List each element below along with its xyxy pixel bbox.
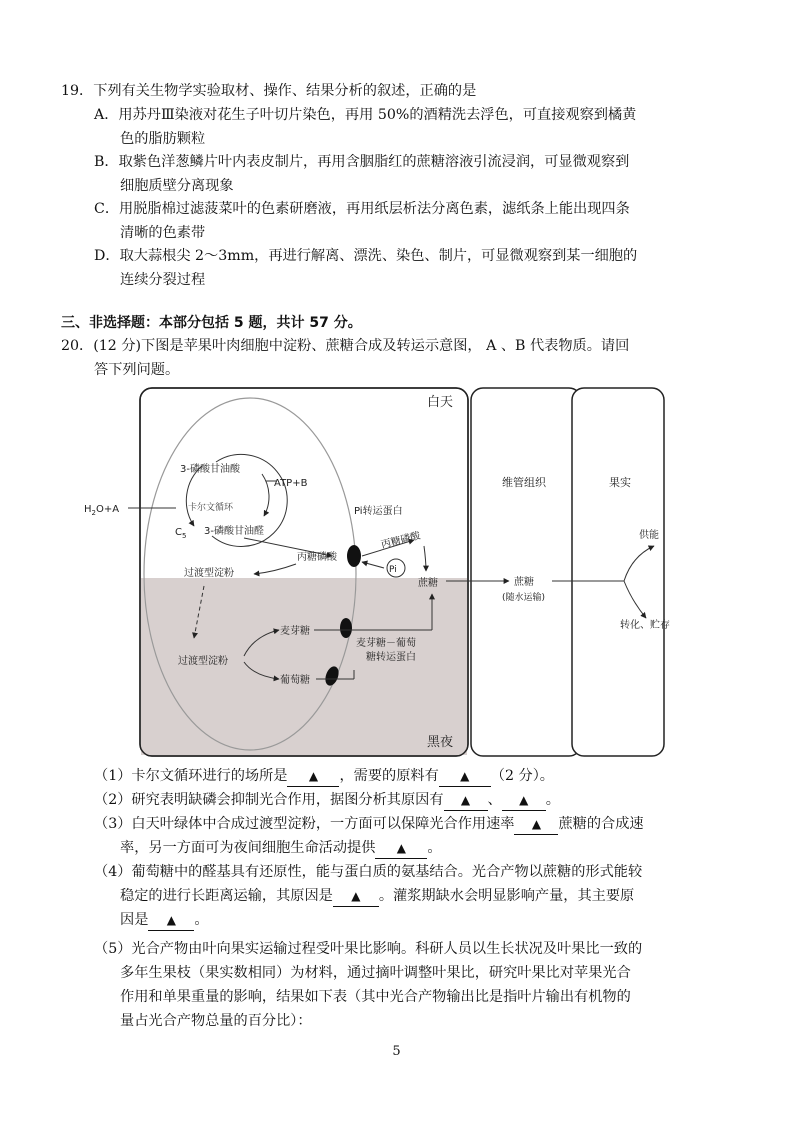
mg-transporter-label-1: 麦芽糖－葡萄	[356, 638, 416, 649]
q20-5-cont2: 作用和单果重量的影响，结果如下表（其中光合产物输出比是指叶片输出有机物的	[120, 989, 631, 1005]
glucose-label: 葡萄糖	[280, 675, 310, 686]
q20-4-cont: 稳定的进行长距离运输，其原因是 ▲ 。灌浆期缺水会明显影响产量，其主要原	[120, 886, 634, 907]
pga-label: 3-磷酸甘油酸	[180, 464, 240, 475]
atp-b-label: ATP+B	[274, 478, 308, 489]
q20-5: （5）光合产物由叶向果实运输过程受叶果比影响。科研人员以生长状况及叶果比一致的	[94, 941, 643, 957]
day-label: 白天	[427, 395, 454, 410]
q20-2: （2）研究表明缺磷会抑制光合作用，据图分析其原因有 ▲ 、 ▲ 。	[94, 790, 560, 811]
answer-blank[interactable]: ▲	[148, 910, 194, 931]
q19-option-b-cont: 细胞质壁分离现象	[120, 178, 234, 194]
q20-intro: 20．(12 分)下图是苹果叶肉细胞中淀粉、蔗糖合成及转运示意图， A 、B 代表物质。请回	[61, 338, 630, 354]
night-label: 黑夜	[427, 735, 454, 750]
maltose-label: 麦芽糖	[280, 626, 310, 637]
starch-sucrose-diagram	[84, 386, 670, 758]
triose-p-out-label: 丙糖磷酸	[380, 530, 422, 551]
with-water-label: (随水运输)	[502, 593, 546, 603]
fruit-box	[572, 388, 664, 756]
fruit-label: 果实	[609, 476, 631, 489]
q20-4-cont2: 因是 ▲ 。	[120, 910, 209, 931]
answer-blank[interactable]: ▲	[375, 838, 427, 859]
q20-5-cont3: 量占光合产物总量的百分比）：	[120, 1013, 312, 1029]
pi-transporter-icon	[347, 545, 361, 567]
q19-stem: 19．下列有关生物学实验取材、操作、结果分析的叙述，正确的是	[61, 83, 477, 99]
q20-3-cont: 率，另一方面可为夜间细胞生命活动提供 ▲ 。	[120, 838, 442, 859]
page-number: 5	[392, 1044, 401, 1059]
sucrose-cell-label: 蔗糖	[418, 578, 438, 589]
mg-transporter-label-2: 糖转运蛋白	[366, 652, 416, 663]
answer-blank[interactable]: ▲	[439, 766, 491, 787]
q19-option-c: C．用脱脂棉过滤菠菜叶的色素研磨液，再用纸层析法分离色素，滤纸条上能出现四条	[94, 201, 630, 217]
q19-option-d-cont: 连续分裂过程	[120, 272, 206, 288]
q20-5-cont: 多年生果枝（果实数相同）为材料，通过摘叶调整叶果比，研究叶果比对苹果光合	[120, 965, 631, 981]
answer-blank[interactable]: ▲	[514, 814, 558, 835]
supply-energy-label: 供能	[639, 530, 659, 541]
g3p-label: 3-磷酸甘油醛	[204, 526, 264, 537]
q20-intro-cont: 答下列问题。	[94, 362, 180, 378]
answer-blank[interactable]: ▲	[287, 766, 339, 787]
sucrose-vascular-label: 蔗糖	[514, 577, 534, 588]
calvin-cycle-label: 卡尔文循环	[188, 503, 234, 513]
h2o-a-label: $H_2O+A$	[84, 504, 120, 517]
q20-4: （4）葡萄糖中的醛基具有还原性，能与蛋白质的氨基结合。光合产物以蔗糖的形式能较	[94, 864, 643, 880]
vascular-tissue-box	[471, 388, 581, 756]
convert-store-label: 转化、贮存	[620, 620, 670, 631]
answer-blank[interactable]: ▲	[333, 886, 379, 907]
q19-option-b: B．取紫色洋葱鳞片叶内表皮制片，再用含胭脂红的蔗糖溶液引流浸润，可显微观察到	[94, 154, 630, 170]
transitory-starch-night-label: 过渡型淀粉	[178, 656, 228, 667]
answer-blank[interactable]: ▲	[444, 790, 488, 811]
section-heading: 三、非选择题：本部分包括 5 题，共计 57 分。	[61, 315, 362, 331]
vascular-label: 维管组织	[502, 476, 546, 489]
pi-label: Pi	[389, 565, 397, 575]
q19-option-c-cont: 清晰的色素带	[120, 225, 206, 241]
triose-p-in-label: 丙糖磷酸	[297, 552, 337, 563]
answer-blank[interactable]: ▲	[502, 790, 546, 811]
q19-option-d: D．取大蒜根尖 2～3mm，再进行解离、漂洗、染色、制片，可显微观察到某一细胞的	[94, 248, 638, 264]
q20-1: （1）卡尔文循环进行的场所是 ▲ ，需要的原料有 ▲ （2 分）。	[94, 766, 554, 787]
maltose-transporter-icon	[340, 618, 352, 638]
q19-option-a: A．用苏丹Ⅲ染液对花生子叶切片染色，再用 50%的酒精洗去浮色，可直接观察到橘黄	[94, 107, 637, 123]
q19-option-a-cont: 色的脂肪颗粒	[120, 131, 206, 147]
c5-label: $C_5$	[175, 527, 187, 540]
transitory-starch-label: 过渡型淀粉	[184, 568, 234, 579]
q20-3: （3）白天叶绿体中合成过渡型淀粉，一方面可以保障光合作用速率 ▲ 蔗糖的合成速	[94, 814, 644, 835]
pi-transporter-label: Pi转运蛋白	[354, 506, 403, 517]
